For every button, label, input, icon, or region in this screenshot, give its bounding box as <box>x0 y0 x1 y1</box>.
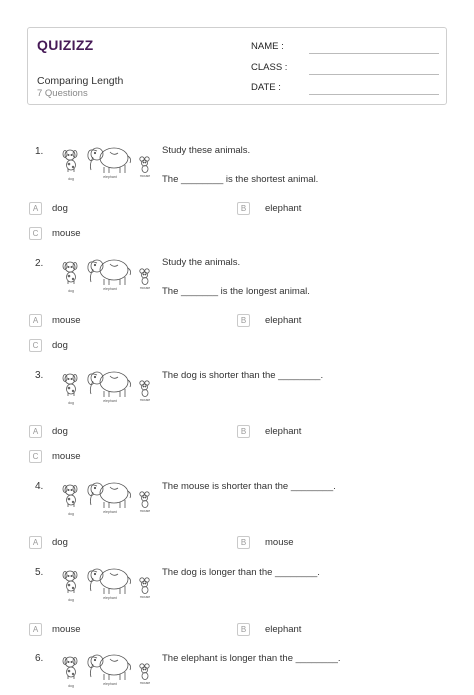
option-letter-box: A <box>29 536 42 549</box>
option-letter-box: C <box>29 450 42 463</box>
option-letter-box: B <box>237 536 250 549</box>
animals-illustration <box>58 143 156 183</box>
date-line <box>309 94 439 95</box>
question-text-line2: The _______ is the longest animal. <box>162 286 310 297</box>
question-text: Study these animals. <box>162 145 251 156</box>
question-text: The dog is longer than the ________. <box>162 567 320 578</box>
answer-option[interactable] <box>29 339 68 352</box>
option-label: mouse <box>52 624 81 635</box>
answer-option[interactable] <box>29 202 68 215</box>
question-number: 2. <box>35 258 44 269</box>
answer-option[interactable] <box>29 227 81 240</box>
name-field[interactable] <box>251 41 439 52</box>
class-line <box>309 74 439 75</box>
question-text: Study the animals. <box>162 257 241 268</box>
class-field[interactable] <box>251 62 439 73</box>
question-text: The dog is shorter than the ________. <box>162 370 324 381</box>
date-field[interactable] <box>251 82 439 93</box>
answer-option[interactable] <box>29 623 81 636</box>
question-text-line2: The ________ is the shortest animal. <box>162 174 319 185</box>
option-label: mouse <box>52 315 81 326</box>
option-label: mouse <box>265 537 294 548</box>
answer-option[interactable] <box>237 425 301 438</box>
option-label: elephant <box>265 203 302 214</box>
mouse-label: mouse <box>139 286 151 290</box>
option-letter-box: B <box>237 314 250 327</box>
mouse-drawing <box>140 492 149 508</box>
dog-label: dog <box>68 177 74 181</box>
mouse-drawing <box>140 664 149 680</box>
worksheet-header <box>27 27 447 105</box>
animals-illustration <box>58 650 156 690</box>
mouse-label: mouse <box>139 681 151 685</box>
dog-label: dog <box>68 289 74 293</box>
mouse-drawing <box>140 381 149 397</box>
mouse-drawing <box>140 157 149 173</box>
question-count: 7 Questions <box>37 88 88 99</box>
answer-option[interactable] <box>237 202 301 215</box>
elephant-label: elephant <box>103 682 117 686</box>
question-number: 1. <box>35 146 44 157</box>
elephant-label: elephant <box>103 399 117 403</box>
option-letter-box: C <box>29 227 42 240</box>
dog-label: dog <box>68 512 74 516</box>
answer-option[interactable] <box>29 425 68 438</box>
elephant-drawing <box>88 372 131 397</box>
mouse-drawing <box>140 269 149 285</box>
question-number: 6. <box>35 653 44 664</box>
dog-label: dog <box>68 401 74 405</box>
elephant-drawing <box>88 483 131 508</box>
date-label: DATE : <box>251 82 281 93</box>
quizizz-logo: QUIZIZZ <box>37 37 94 53</box>
option-label: elephant <box>265 624 302 635</box>
name-line <box>309 53 439 54</box>
question-number: 5. <box>35 567 44 578</box>
mouse-label: mouse <box>139 595 151 599</box>
option-letter-box: A <box>29 623 42 636</box>
elephant-label: elephant <box>103 175 117 179</box>
dog-drawing <box>63 374 77 396</box>
elephant-drawing <box>88 148 131 173</box>
answer-option[interactable] <box>29 536 68 549</box>
option-letter-box: B <box>237 425 250 438</box>
option-label: elephant <box>265 426 302 437</box>
option-letter-box: B <box>237 623 250 636</box>
answer-option[interactable] <box>237 536 294 549</box>
question-number: 4. <box>35 481 44 492</box>
answer-option[interactable] <box>29 450 81 463</box>
class-label: CLASS : <box>251 62 288 73</box>
animals-illustration <box>58 367 156 407</box>
question-text: The elephant is longer than the ________. <box>162 653 341 664</box>
option-letter-box: A <box>29 425 42 438</box>
option-label: dog <box>52 537 68 548</box>
option-label: dog <box>52 203 68 214</box>
mouse-label: mouse <box>139 398 151 402</box>
dog-drawing <box>63 485 77 507</box>
option-letter-box: A <box>29 314 42 327</box>
option-label: mouse <box>52 451 81 462</box>
mouse-label: mouse <box>139 509 151 513</box>
option-letter-box: A <box>29 202 42 215</box>
elephant-label: elephant <box>103 510 117 514</box>
option-letter-box: B <box>237 202 250 215</box>
dog-label: dog <box>68 598 74 602</box>
dog-drawing <box>63 150 77 172</box>
option-label: mouse <box>52 228 81 239</box>
option-letter-box: C <box>29 339 42 352</box>
answer-option[interactable] <box>237 623 301 636</box>
elephant-drawing <box>88 655 131 680</box>
worksheet-title: Comparing Length <box>37 75 124 87</box>
mouse-drawing <box>140 578 149 594</box>
elephant-drawing <box>88 569 131 594</box>
option-label: dog <box>52 426 68 437</box>
question-number: 3. <box>35 370 44 381</box>
elephant-drawing <box>88 260 131 285</box>
animals-illustration <box>58 564 156 604</box>
name-label: NAME : <box>251 41 284 52</box>
dog-drawing <box>63 657 77 679</box>
dog-drawing <box>63 571 77 593</box>
answer-option[interactable] <box>29 314 81 327</box>
elephant-label: elephant <box>103 287 117 291</box>
elephant-label: elephant <box>103 596 117 600</box>
dog-label: dog <box>68 684 74 688</box>
answer-option[interactable] <box>237 314 301 327</box>
question-text: The mouse is shorter than the ________. <box>162 481 336 492</box>
option-label: dog <box>52 340 68 351</box>
option-label: elephant <box>265 315 302 326</box>
animals-illustration <box>58 478 156 518</box>
dog-drawing <box>63 262 77 284</box>
animals-illustration <box>58 255 156 295</box>
mouse-label: mouse <box>139 174 151 178</box>
